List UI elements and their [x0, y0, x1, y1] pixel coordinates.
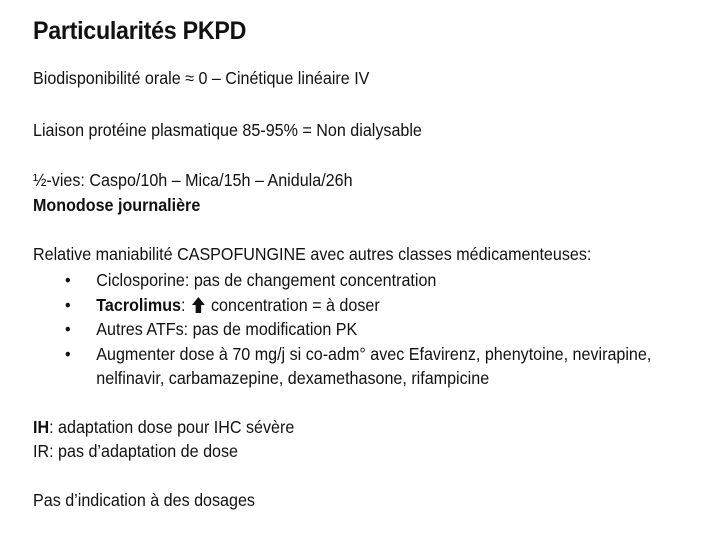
page-title: Particularités PKPD — [33, 17, 247, 45]
ir-line: IR: pas d’adaptation de dose — [33, 441, 238, 461]
ciclosporine-text: Ciclosporine: pas de changement concentration — [96, 270, 437, 290]
bioavailability-line: Biodisponibilité orale ≈ 0 – Cinétique linéaire IV — [33, 68, 370, 88]
bullet-marker: • — [65, 343, 71, 364]
list-item — [65, 317, 651, 342]
augmenter-dose-text: Augmenter dose à 70 mg/j si co-adm° avec Efavirenz, phenytoine, nevirapine, — [96, 343, 652, 364]
dosages-line: Pas d’indication à des dosages — [33, 490, 255, 510]
bullet-marker: • — [65, 294, 71, 315]
tacrolimus-text: concentration = à doser — [206, 294, 380, 315]
bullet-marker: • — [65, 270, 71, 290]
interaction-list — [65, 268, 702, 391]
ih-label: IH — [33, 417, 50, 437]
half-life-line: ½-vies: Caspo/10h – Mica/15h – Anidula/26h — [33, 170, 353, 190]
list-item — [65, 268, 651, 293]
list-item — [65, 293, 651, 318]
ih-text: : adaptation dose pour IHC sévère — [49, 417, 295, 437]
protein-binding-line: Liaison protéine plasmatique 85-95% = Non dialysable — [33, 120, 422, 140]
augmenter-dose-text-cont: nelfinavir, carbamazepine, dexamethasone, rifampicine — [96, 368, 490, 388]
ih-line — [33, 417, 294, 438]
tacrolimus-colon: : — [180, 294, 186, 315]
monodose-line: Monodose journalière — [33, 195, 201, 215]
autres-atf-text: Autres ATFs: pas de modification PK — [96, 319, 358, 339]
tacrolimus-label: Tacrolimus — [96, 294, 181, 315]
list-item — [65, 342, 651, 367]
bullet-marker: • — [65, 319, 71, 339]
up-arrow-icon — [192, 297, 205, 313]
list-item-continuation — [65, 366, 651, 391]
relative-maniability-line: Relative maniabilité CASPOFUNGINE avec autres classes médicamenteuses: — [33, 244, 592, 264]
